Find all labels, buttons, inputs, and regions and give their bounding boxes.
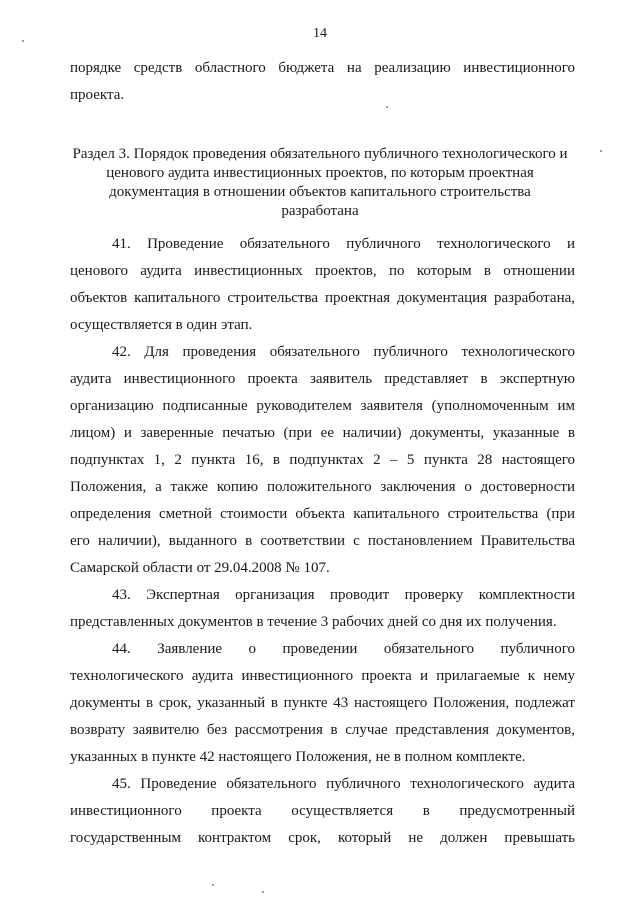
scan-speck [600,150,602,152]
paragraph-41 [70,231,575,339]
paragraph-line: 41. Проведение обязательного публичного технологического и [112,236,575,252]
paragraph-line: 42. Для проведения обязательного публичного технологического [112,344,575,360]
paragraph-line: указанных в пункте 42 настоящего Положения, не в полном комплекте. [70,749,526,765]
paragraph-line: инвестиционного проекта осуществляется в предусмотренный [70,803,575,819]
paragraph-line: документы в срок, указанный в пункте 43 настоящего Положения, подлежат [70,695,575,711]
paragraph-line: Положения, а также копию положительного заключения о достоверности [70,479,575,495]
paragraph-line: аудита инвестиционного проекта заявитель представляет в экспертную [70,371,575,387]
paragraph-line: его наличии), выданного в соответствии с постановлением Правительства [70,533,575,549]
scan-speck [262,891,264,893]
section-heading [40,145,600,221]
scan-speck [22,40,24,42]
paragraph-line: государственным контрактом срок, который не должен превышать [70,830,575,846]
paragraph-line: подпунктах 1, 2 пункта 16, в подпунктах 2 – 5 пункта 28 настоящего [70,452,575,468]
paragraph-45 [70,771,575,852]
paragraph-line: 43. Экспертная организация проводит проверку комплектности [112,587,575,603]
paragraph-line: организацию подписанные руководителем заявителя (уполномоченным им [70,398,575,414]
body-text [70,231,575,852]
paragraph-line: ценового аудита инвестиционных проектов, по которым в отношении [70,263,575,279]
paragraph-line: технологического аудита инвестиционного проекта и прилагаемые к нему [70,668,575,684]
paragraph-42 [70,339,575,582]
paragraph-line: представленных документов в течение 3 рабочих дней со дня их получения. [70,614,557,630]
paragraph-43 [70,582,575,636]
paragraph-line: порядке средств областного бюджета на реализацию инвестиционного [70,60,575,76]
paragraph-line: определения сметной стоимости объекта капитального строительства (при [70,506,575,522]
paragraph-line: осуществляется в один этап. [70,317,253,333]
scan-speck [212,884,214,886]
paragraph-line: 44. Заявление о проведении обязательного публичного [112,641,575,657]
heading-line: документация в отношении объектов капитального строительства [109,184,531,200]
heading-line: ценового аудита инвестиционных проектов, по которым проектная [106,165,534,181]
heading-line: Раздел 3. Порядок проведения обязательного публичного технологического и [72,146,568,162]
paragraph-line: объектов капитального строительства проектная документация разработана, [70,290,575,306]
paragraph-line: проекта. [70,87,125,103]
paragraph-line: лицом) и заверенные печатью (при ее наличии) документы, указанные в [70,425,575,441]
paragraph-line: возврату заявителю без рассмотрения в случае представления документов, [70,722,575,738]
heading-line: разработана [281,203,359,219]
paragraph-line: 45. Проведение обязательного публичного технологического аудита [112,776,575,792]
paragraph-line: Самарской области от 29.04.2008 № 107. [70,560,330,576]
top-paragraph [70,55,575,109]
page-number: 14 [313,26,327,41]
scan-speck [386,106,388,108]
paragraph-44 [70,636,575,771]
